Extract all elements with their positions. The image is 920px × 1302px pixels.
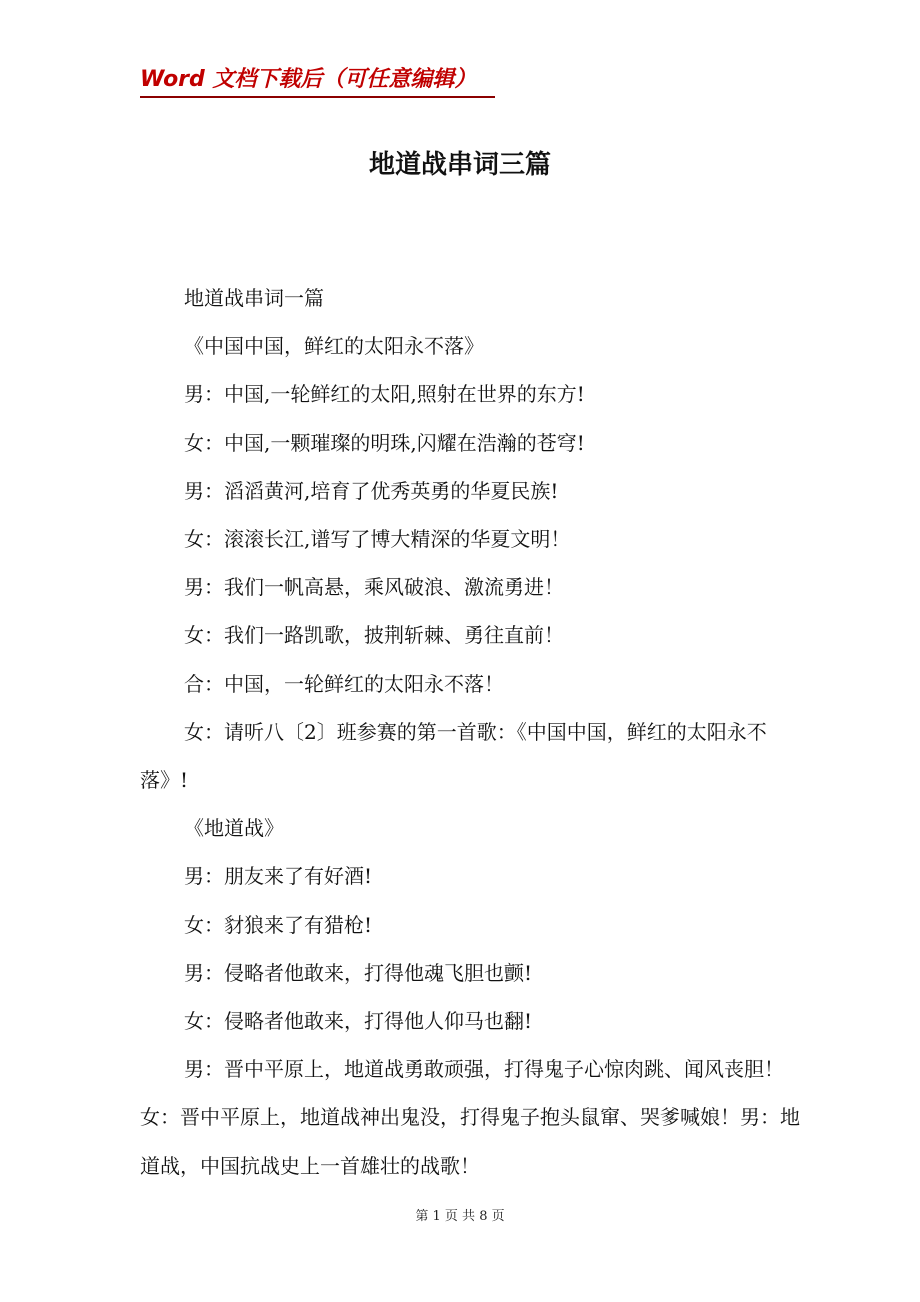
document-body xyxy=(140,274,800,1190)
dialogue-line: 男：我们一帆高悬，乘风破浪、激流勇进！ xyxy=(184,575,564,600)
dialogue-line: 女：侵略者他敢来，打得他人仰马也翻! xyxy=(184,1009,533,1034)
dialogue-line: 女：我们一路凯歌，披荆斩棘、勇往直前！ xyxy=(184,623,564,648)
page-footer: 第 1 页 共 8 页 xyxy=(415,1209,505,1224)
dialogue-line: 男：朋友来了有好酒! xyxy=(184,864,373,889)
download-banner xyxy=(140,66,495,98)
document-title: 地道战串词三篇 xyxy=(368,150,551,180)
dialogue-line: 男：中国,一轮鲜红的太阳,照射在世界的东方! xyxy=(184,382,585,407)
dialogue-line: 女：豺狼来了有猎枪! xyxy=(184,912,373,937)
dialogue-line: 合：中国，一轮鲜红的太阳永不落！ xyxy=(184,671,504,696)
dialogue-line: 男：晋中平原上，地道战勇敢顽强，打得鬼子心惊肉跳、闻风丧胆！女：晋中平原上，地道战神出鬼没，打得鬼子抱头鼠窜、哭爹喊娘！男：地道战，中国抗战史上一首雄壮的战歌！ xyxy=(140,1057,800,1178)
song-title: 《中国中国，鲜红的太阳永不落》 xyxy=(184,334,484,359)
dialogue-line: 女：中国,一颗璀璨的明珠,闪耀在浩瀚的苍穹! xyxy=(184,430,585,455)
song-title: 《地道战》 xyxy=(184,816,284,841)
dialogue-line: 男：滔滔黄河,培育了优秀英勇的华夏民族! xyxy=(184,478,559,503)
dialogue-line: 女：请听八〔2〕班参赛的第一首歌：《中国中国，鲜红的太阳永不落》! xyxy=(140,719,767,793)
dialogue-line: 女：滚滚长江,谱写了博大精深的华夏文明！ xyxy=(184,527,571,552)
banner-text: Word 文档下载后（可任意编辑） xyxy=(140,67,477,92)
dialogue-line: 男：侵略者他敢来，打得他魂飞胆也颤! xyxy=(184,960,533,985)
section-heading: 地道战串词一篇 xyxy=(184,286,324,310)
